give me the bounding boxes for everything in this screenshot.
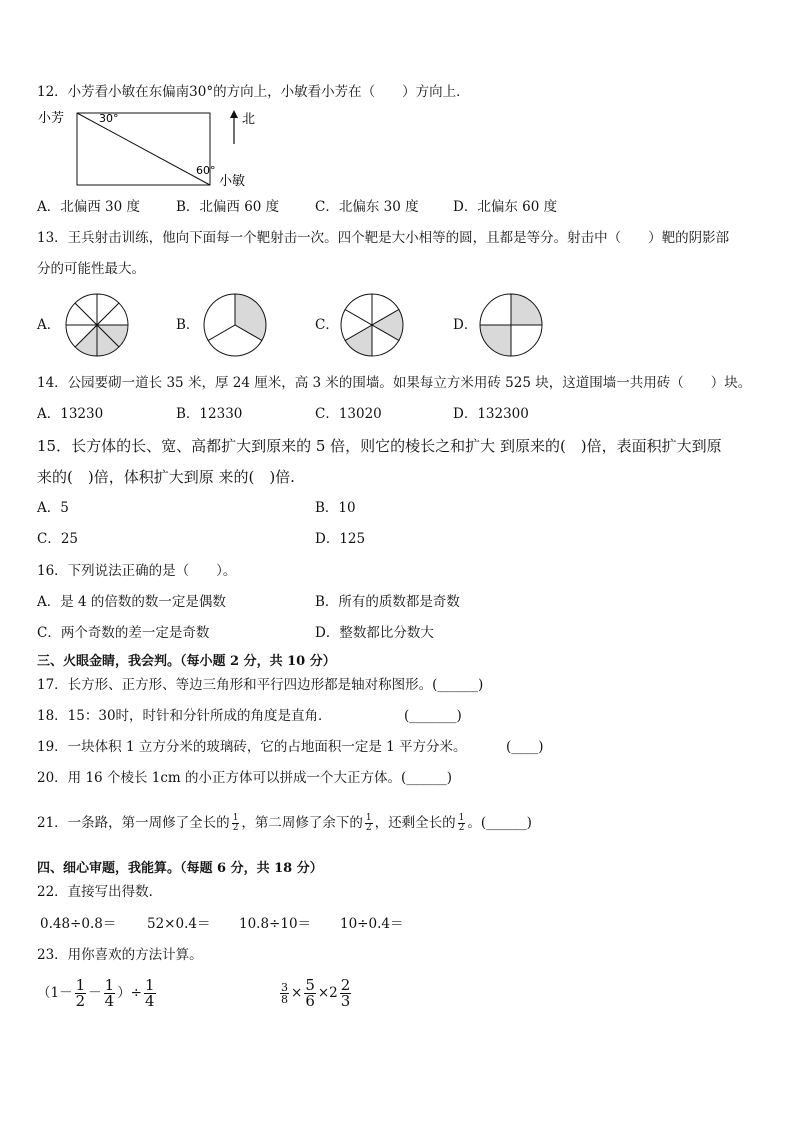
q22-stem: 22．直接写出得数． <box>37 884 163 900</box>
q14-option-d: D．132300 <box>453 406 529 422</box>
q23-e1-minus: － <box>88 985 102 1001</box>
q12-stem: 12．小芳看小敏在东偏南30°的方向上，小敏看小芳在（ ）方向上． <box>37 84 470 100</box>
q23-expression-2 <box>278 972 353 1014</box>
q13-label-d: D． <box>453 317 478 333</box>
q23-e1-fraction-a-denominator: 2 <box>75 992 86 1010</box>
q13-label-c: C． <box>315 317 339 333</box>
q21-fraction-2 <box>365 814 373 833</box>
q16-option-b: B．所有的质数都是奇数 <box>315 594 460 610</box>
q15-option-b: B．10 <box>315 500 356 516</box>
q22-item-2: 52×0.4＝ <box>147 916 211 932</box>
q12-xiaofang-label: 小芳 <box>38 111 65 126</box>
q21-fraction-1 <box>232 814 240 833</box>
q12-xiaomin-label: 小敏 <box>219 174 246 189</box>
q14-option-a: A．13230 <box>37 406 104 422</box>
q19-answer-blank[interactable]: (____) <box>506 739 544 755</box>
q23-expression-1 <box>37 972 158 1014</box>
q23-e2-times-2: ×2 <box>317 985 338 1001</box>
q16-option-c: C．两个奇数的差一定是奇数 <box>37 625 210 641</box>
q14-option-c: C．13020 <box>315 406 382 422</box>
q13-target-d-sector <box>511 294 542 325</box>
q12-option-c: C．北偏东 30 度 <box>315 199 419 215</box>
q13-label-a: A． <box>37 317 61 333</box>
q23-e2-fraction-b-numerator: 5 <box>305 976 315 994</box>
q23-e2-fraction-b <box>304 978 316 1009</box>
q13-target-d-sector <box>480 294 511 325</box>
q13-label-b: B． <box>176 317 200 333</box>
q12-option-a: A．北偏西 30 度 <box>37 199 141 215</box>
q13-target-d-sector <box>480 325 511 356</box>
q23-e1-fraction-a-numerator: 1 <box>75 976 86 994</box>
q23-e2-fraction-c-numerator: 2 <box>340 976 351 994</box>
q23-e2-fraction-a-numerator: 3 <box>281 981 288 994</box>
q12-option-d: D．北偏东 60 度 <box>453 199 558 215</box>
q17: 17．长方形、正方形、等边三角形和平行四边形都是轴对称图形。(______) <box>37 677 484 693</box>
q23-e1-fraction-b-numerator: 1 <box>104 976 115 994</box>
q15-stem-line2: 来的( )倍，体积扩大到原 来的( )倍. <box>37 468 295 486</box>
q12-figure <box>37 106 267 190</box>
q21-fraction-3 <box>458 814 466 833</box>
q23-e2-fraction-c-denominator: 3 <box>340 992 351 1010</box>
q14-stem: 14．公园要砌一道长 35 米，厚 24 厘米，高 3 米的围墙。如果每立方米用砖 525 块，这道围墙一共用砖（ ）块。 <box>37 375 752 391</box>
q18-answer-blank[interactable]: (_______) <box>404 708 462 724</box>
q15-option-d: D．125 <box>315 531 366 547</box>
q21-fraction-1-denominator: 2 <box>232 823 239 833</box>
section-4-heading: 四、细心审题，我能算。（每题 6 分，共 18 分） <box>37 861 323 876</box>
q23-e1-fraction-c <box>144 978 156 1009</box>
q21-fraction-2-denominator: 2 <box>365 823 372 833</box>
q21-fraction-2-numerator: 1 <box>365 813 372 823</box>
q23-e1-fraction-c-denominator: 4 <box>145 992 155 1010</box>
q14-option-b: B．12330 <box>176 406 243 422</box>
q21 <box>37 814 532 833</box>
q13-stem-line2: 分的可能性最大。 <box>37 261 145 277</box>
q22-item-3: 10.8÷10＝ <box>239 916 312 932</box>
q19-text: 19．一块体积 1 立方分米的玻璃砖，它的占地面积一定是 1 平方分米。 <box>37 739 467 755</box>
q18-text: 18．15：30时，时针和分针所成的角度是直角． <box>37 708 332 724</box>
q23-e2-fraction-a <box>280 982 289 1005</box>
q15-option-c: C．25 <box>37 531 79 547</box>
q23-stem: 23．用你喜欢的方法计算。 <box>37 947 203 963</box>
q13-target-b <box>202 292 268 358</box>
q21-part4: 。(______) <box>467 815 532 831</box>
q23-e1-fraction-b <box>104 978 116 1009</box>
q22-item-1: 0.48÷0.8＝ <box>40 916 117 932</box>
q23-e1-close: ）÷ <box>117 985 142 1001</box>
q12-option-b: B．北偏西 60 度 <box>176 199 280 215</box>
q23-e1-fraction-c-numerator: 1 <box>145 976 155 994</box>
q16-option-a: A．是 4 的倍数的数一定是偶数 <box>37 594 226 610</box>
q13-stem-line1: 13．王兵射击训练，他向下面每一个靶射击一次。四个靶是大小相等的圆，且都是等分。射击中（ ）靶的阴影部 <box>37 230 730 246</box>
q16-stem: 16．下列说法正确的是（ ）。 <box>37 563 237 579</box>
q20: 20．用 16 个棱长 1cm 的小正方体可以拼成一个大正方体。(______) <box>37 770 453 786</box>
q15-stem-line1: 15．长方体的长、宽、高都扩大到原来的 5 倍，则它的棱长之和扩大 到原来的( )倍，表面积扩大到原 <box>37 437 722 455</box>
q13-target-d <box>478 292 544 358</box>
q22-item-4: 10÷0.4＝ <box>340 916 404 932</box>
q21-part1: 21．一条路，第一周修了全长的 <box>37 815 230 831</box>
q13-target-c <box>339 292 405 358</box>
q16-option-d: D．整数都比分数大 <box>315 625 434 641</box>
section-3-heading: 三、火眼金睛，我会判。（每小题 2 分，共 10 分） <box>37 654 336 669</box>
q12-angle-60: 60° <box>196 164 216 177</box>
q13-target-d-sector <box>511 325 542 356</box>
q23-e2-times-1: × <box>291 985 303 1001</box>
q15-option-a: A．5 <box>37 500 69 516</box>
north-arrowhead-icon <box>230 110 238 118</box>
q23-e2-fraction-c <box>340 978 352 1009</box>
q23-e1-fraction-a <box>75 978 87 1009</box>
q23-e2-fraction-a-denominator: 8 <box>281 993 288 1006</box>
q21-part2: ，第二周修了余下的 <box>241 815 363 831</box>
q21-fraction-3-numerator: 1 <box>458 813 465 823</box>
q12-diagonal <box>77 113 210 185</box>
q21-fraction-1-numerator: 1 <box>232 813 239 823</box>
q12-angle-30: 30° <box>99 112 119 125</box>
q23-e1-fraction-b-denominator: 4 <box>104 992 115 1010</box>
q21-part3: ，还剩全长的 <box>374 815 456 831</box>
q23-e2-fraction-b-denominator: 6 <box>305 992 315 1010</box>
q13-target-a <box>64 292 130 358</box>
q12-north-label: 北 <box>242 112 256 127</box>
q21-fraction-3-denominator: 2 <box>458 823 465 833</box>
q23-e1-open: （1－ <box>37 985 73 1001</box>
